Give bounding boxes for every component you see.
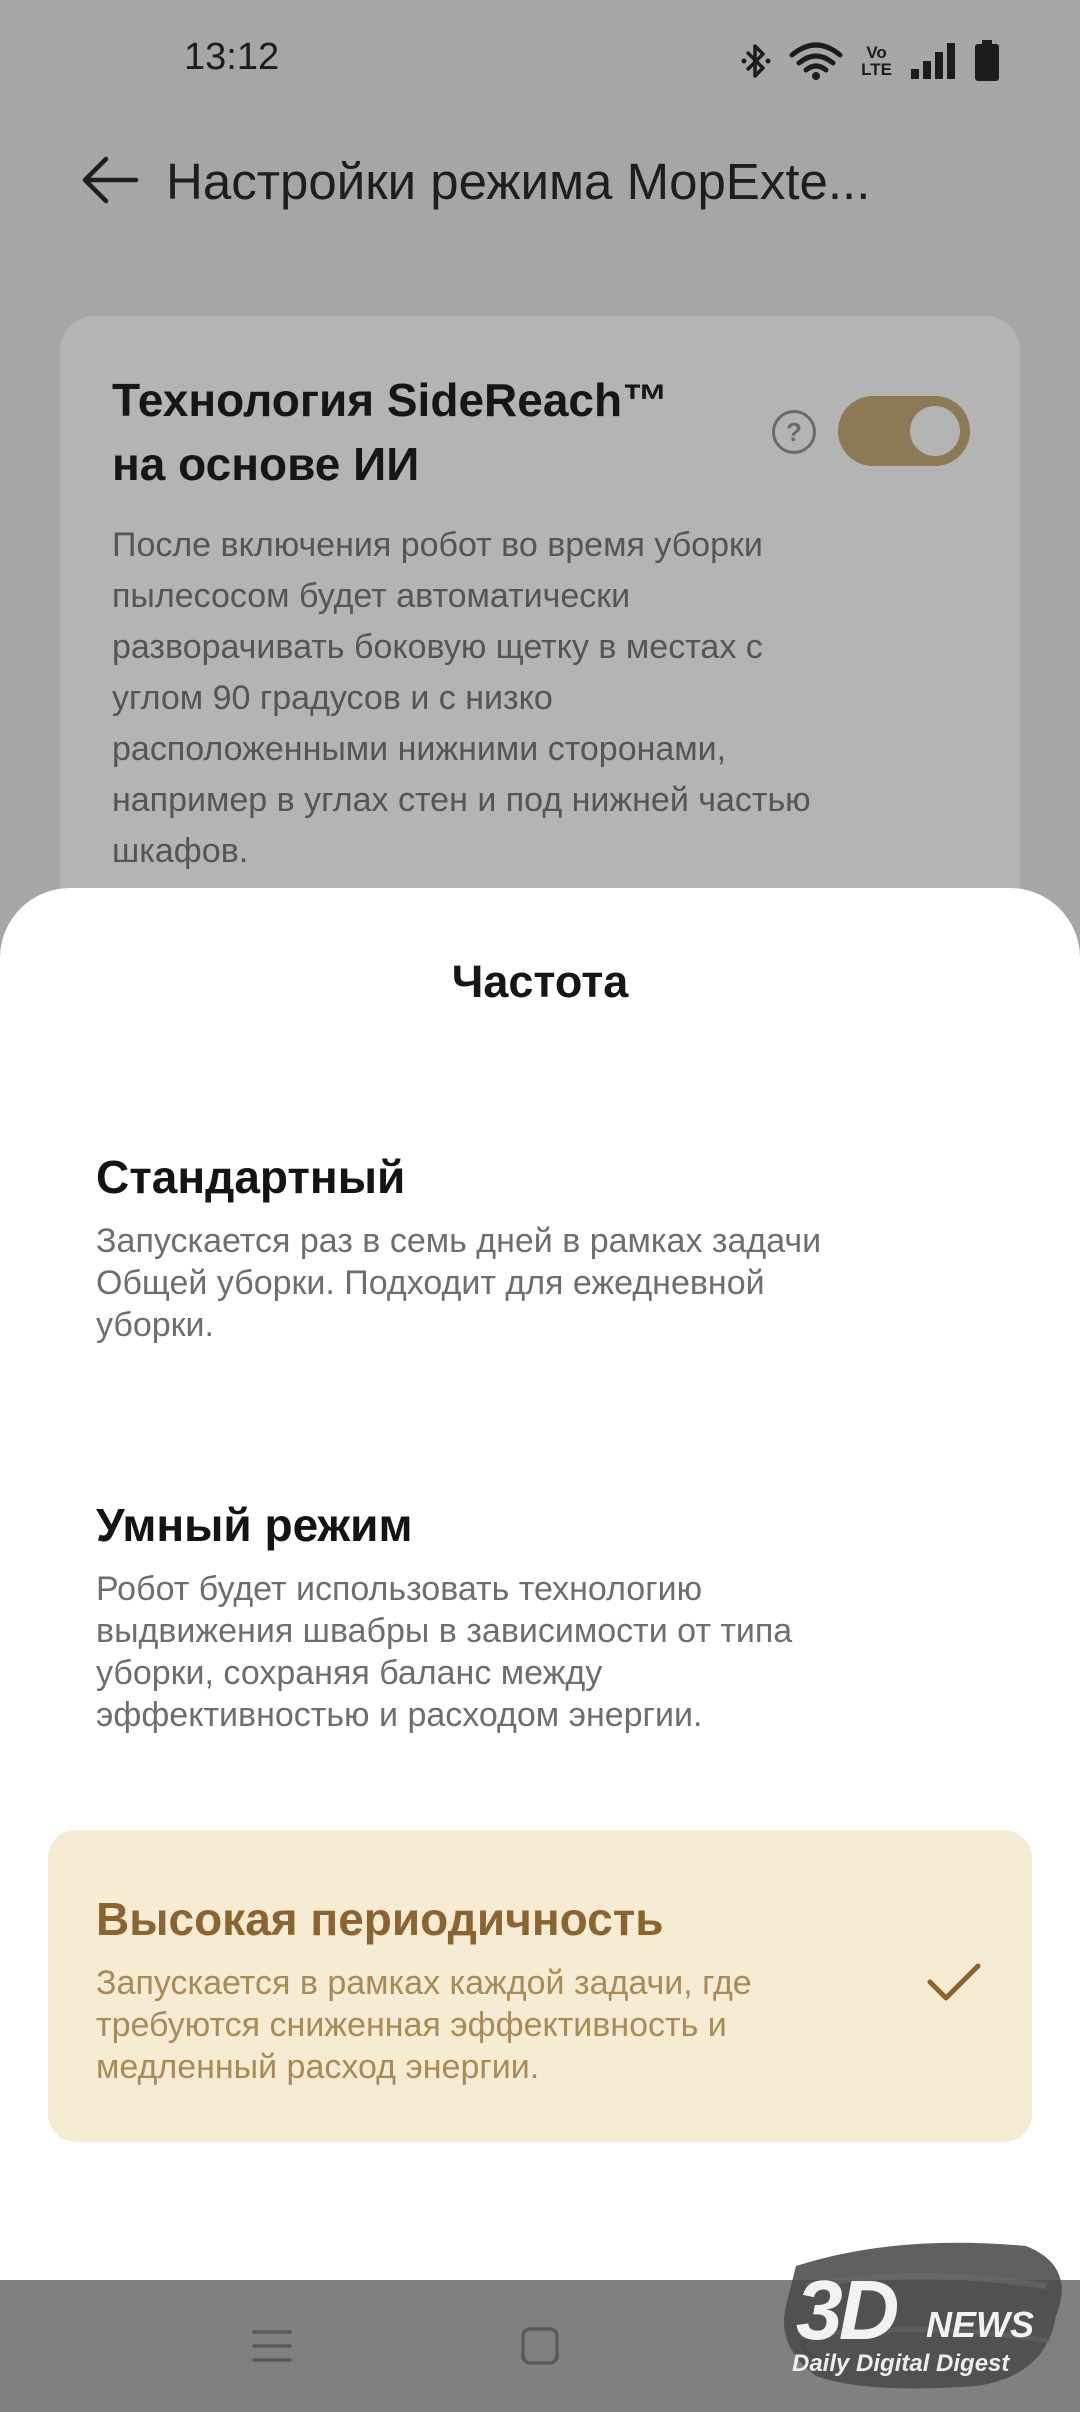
option-title: Высокая периодичность xyxy=(96,1893,664,1945)
battery-icon xyxy=(974,40,1000,82)
watermark-logo: 3D xyxy=(796,2263,896,2357)
arrow-left-icon xyxy=(80,155,140,205)
page-title: Настройки режима MopExte... xyxy=(166,153,871,210)
toggle-knob xyxy=(910,406,960,456)
home-button[interactable] xyxy=(508,2314,572,2378)
option-smart[interactable] xyxy=(48,1456,1032,1756)
header xyxy=(0,140,1080,220)
watermark-tagline: Daily Digital Digest xyxy=(792,2350,1010,2377)
wifi-icon xyxy=(789,41,843,81)
menu-icon xyxy=(252,2326,292,2366)
recent-apps-button[interactable] xyxy=(240,2314,304,2378)
option-title: Умный режим xyxy=(96,1499,413,1551)
status-time: 13:12 xyxy=(184,36,280,78)
option-description: Запускается раз в семь дней в рамках задачи Общей уборки. Подходит для ежедневной уборки. xyxy=(96,1222,822,1344)
checkmark-icon xyxy=(926,1960,982,2004)
status-bar xyxy=(0,0,1080,120)
option-description: Робот будет использовать технологию выдвижения швабры в зависимости от типа уборки, сохраняя баланс между эффективностью и расходом энергии. xyxy=(96,1570,793,1734)
option-title: Стандартный xyxy=(96,1151,406,1203)
watermark-logo-suffix: NEWS xyxy=(926,2304,1034,2345)
back-button[interactable] xyxy=(74,150,146,210)
option-high-frequency[interactable] xyxy=(48,1830,1032,2142)
help-icon[interactable]: ? xyxy=(772,410,816,454)
setting-description: После включения робот во время уборки пылесосом будет автоматически разворачивать боковую щетку в местах с углом 90 градусов и с низко расположенными нижними сторонами, например в углах стен и под нижней частью шкафов. xyxy=(112,526,811,870)
sheet-title: Частота xyxy=(451,956,629,1007)
signal-icon xyxy=(910,41,956,81)
status-icons xyxy=(741,38,1000,84)
option-standard[interactable] xyxy=(48,1108,1032,1388)
home-square-icon xyxy=(520,2326,560,2366)
option-description: Запускается в рамках каждой задачи, где требуются сниженная эффективность и медленный расход энергии. xyxy=(96,1964,752,2086)
volte-icon: Vo LTE xyxy=(861,43,892,79)
setting-title: Технология SideReach™ на основе ИИ xyxy=(112,374,669,490)
3dnews-watermark xyxy=(776,2226,1076,2396)
bluetooth-icon xyxy=(741,41,771,81)
frequency-bottom-sheet xyxy=(0,888,1080,2280)
sidereach-setting-card xyxy=(60,316,1020,956)
sidereach-toggle[interactable] xyxy=(838,396,970,466)
